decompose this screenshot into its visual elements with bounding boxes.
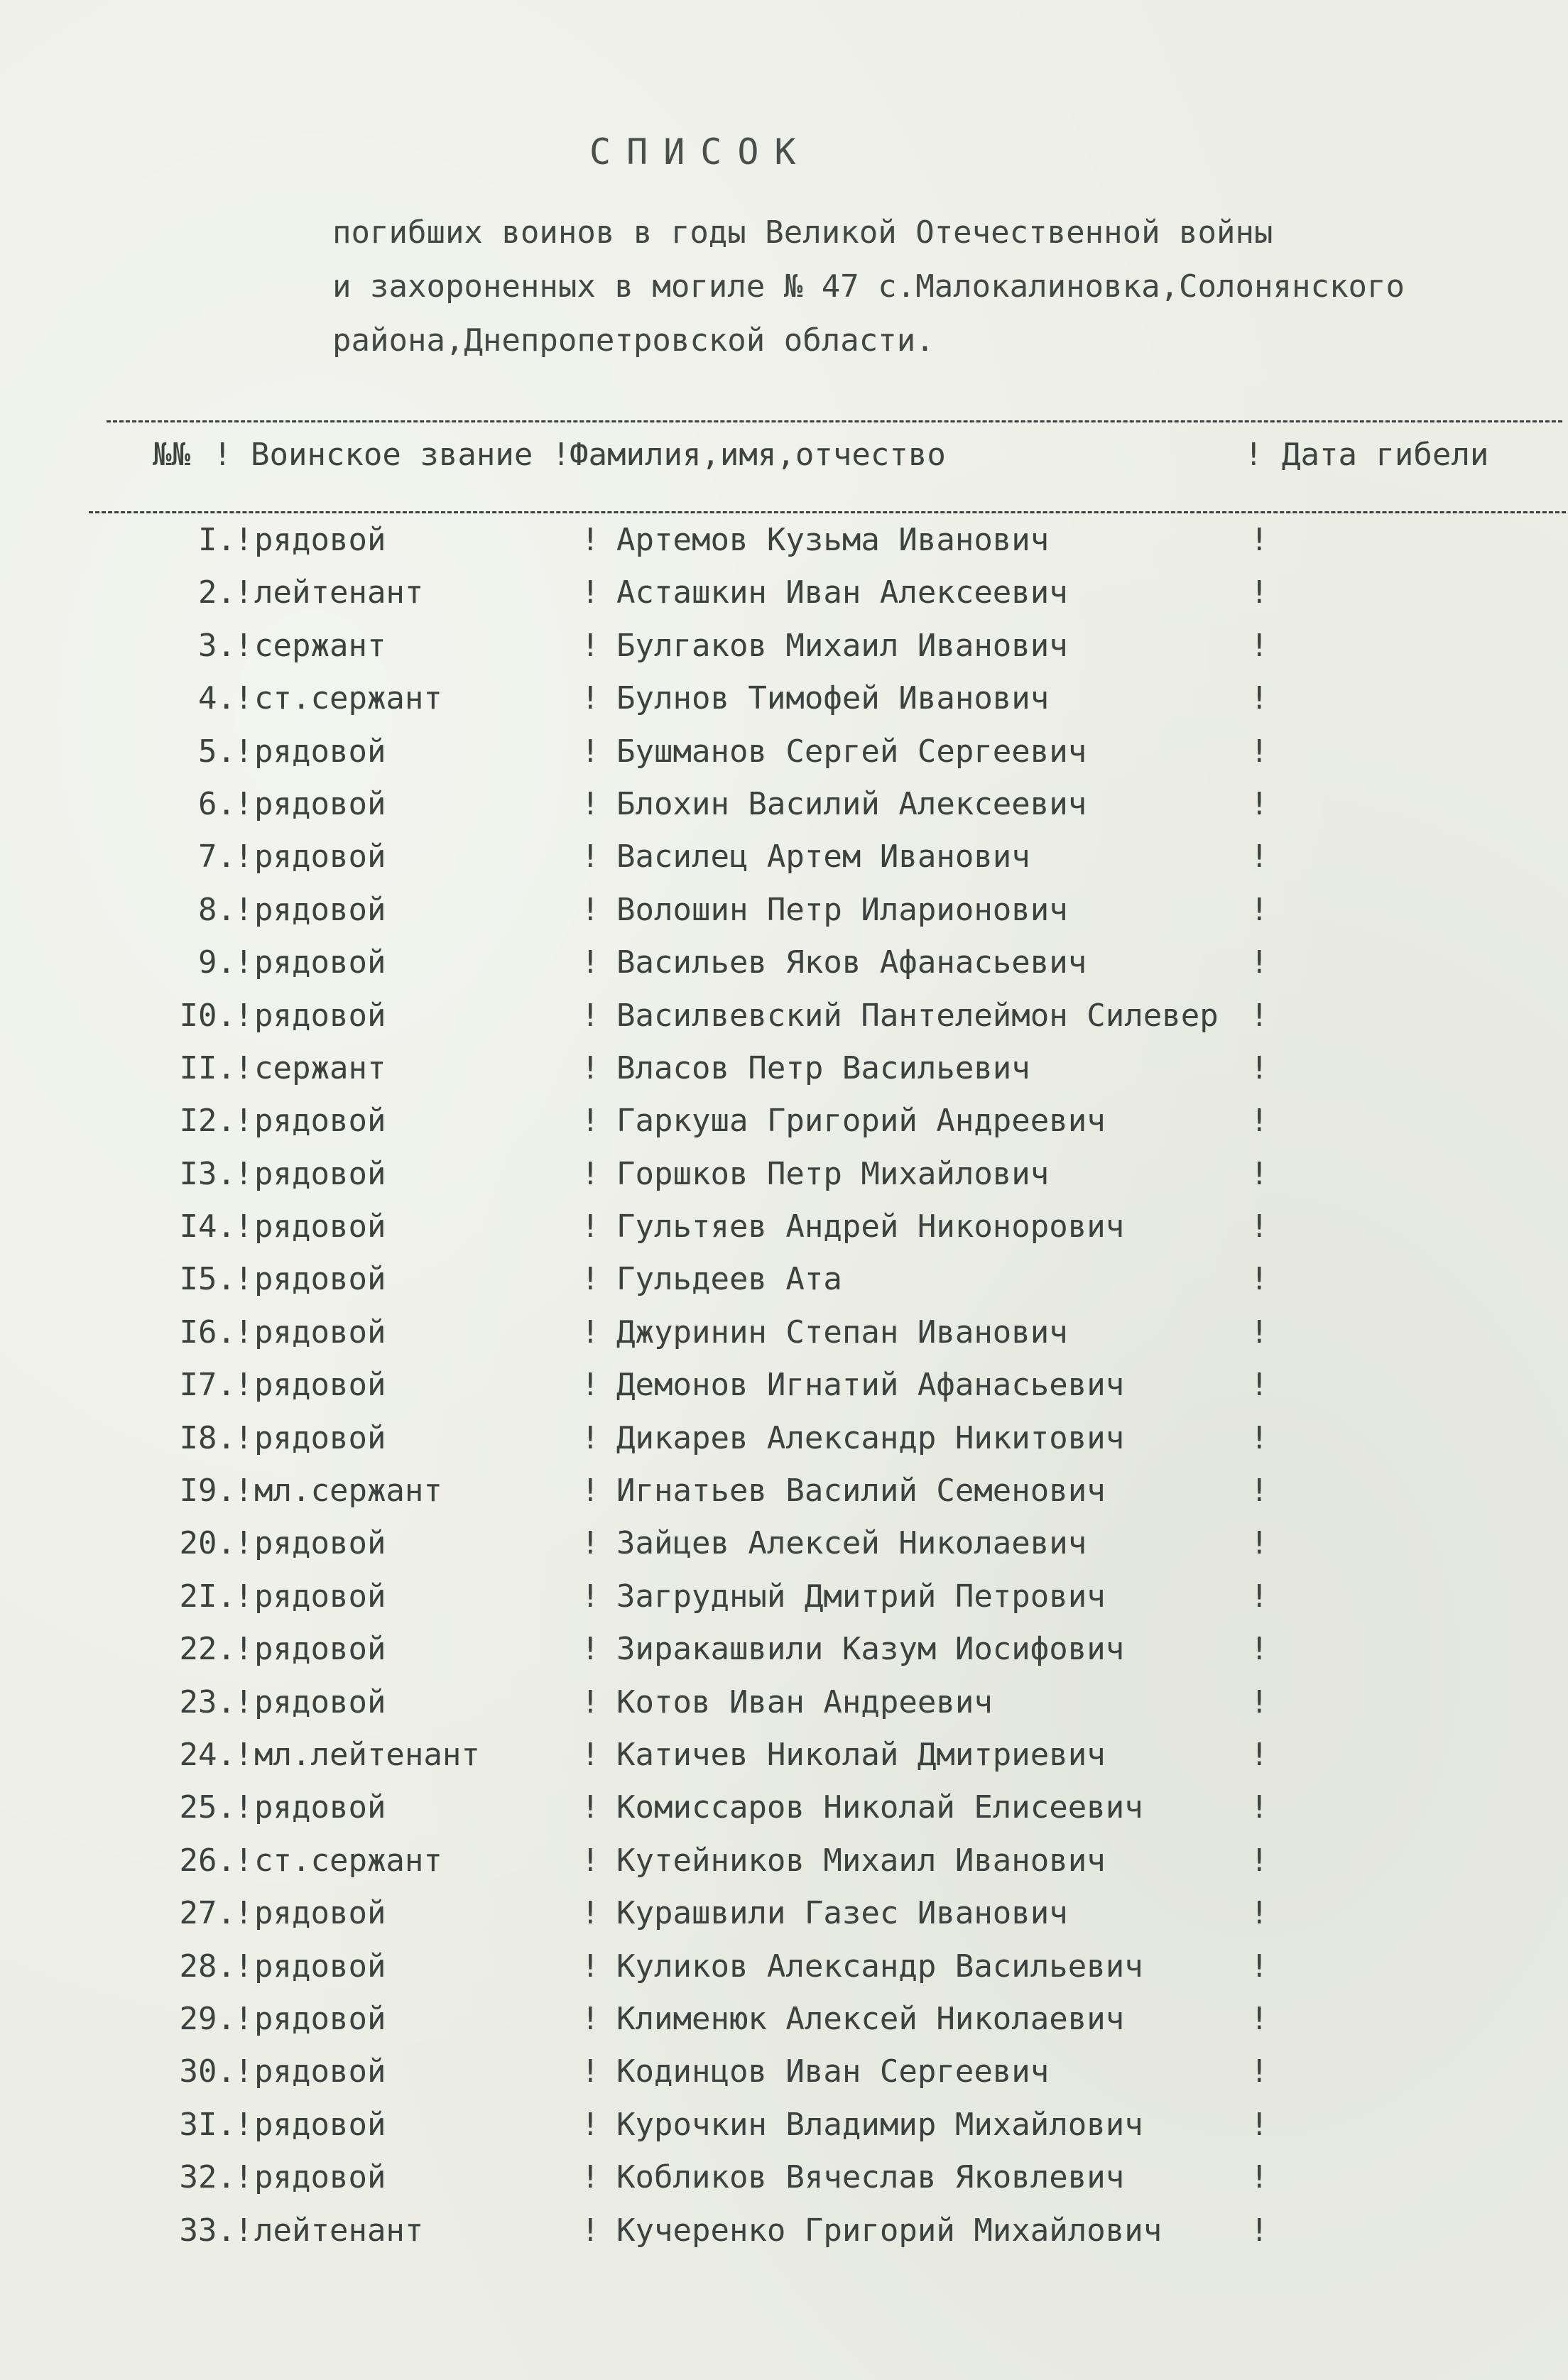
row-name: Блохин Василий Алексеевич [616,785,1087,822]
table-row [0,1208,1568,1261]
row-number: 9. [198,944,236,981]
row-number: 22. [179,1631,236,1668]
row-number: 8. [198,891,236,928]
column-separator: ! [1250,1155,1269,1192]
row-name: Зиракашвили Казум Иосифович [616,1631,1125,1668]
column-separator: ! [1250,627,1269,664]
table-row [0,522,1568,574]
row-number: I0. [179,997,236,1034]
document-title: СПИСОК [589,131,812,173]
row-name: Клименюк Алексей Николаевич [616,2000,1125,2037]
row-number: 3. [198,627,236,664]
column-separator: ! [234,2212,254,2249]
row-number: 2I. [179,1578,236,1615]
row-name: Кучеренко Григорий Михайлович [616,2212,1163,2249]
row-name: Котов Иван Андреевич [616,1683,993,1720]
column-separator: ! [234,1895,254,1932]
row-rank: рядовой [254,522,386,558]
column-separator: ! [1250,1631,1269,1668]
column-separator: ! [581,1578,600,1615]
column-separator: ! [234,1578,254,1615]
row-rank: рядовой [254,997,386,1034]
row-number: 7. [198,839,236,875]
column-separator: ! [234,944,254,981]
column-separator: ! [234,1208,254,1245]
row-rank: лейтенант [254,2212,424,2249]
column-separator: ! [234,2106,254,2143]
row-rank: рядовой [254,1683,386,1720]
row-number: I6. [179,1314,236,1350]
table-row [0,2107,1568,2159]
column-separator: ! [581,627,600,664]
column-separator: ! [581,1473,600,1510]
row-rank: рядовой [254,839,386,875]
column-separator: ! [234,839,254,875]
row-name: Василец Артем Иванович [616,839,1030,875]
column-separator: ! [1250,733,1269,770]
subtitle-line-3: района,Днепропетровской области. [332,322,935,359]
column-separator: ! [234,1683,254,1720]
row-rank: сержант [254,627,386,664]
table-row [0,1367,1568,1419]
table-row [0,1895,1568,1948]
row-rank: ст.сержант [254,680,442,717]
column-separator: ! [234,733,254,770]
column-separator: ! [581,1419,600,1456]
row-rank: рядовой [254,1103,386,1140]
row-name: Кодинцов Иван Сергеевич [616,2053,1050,2090]
row-name: Игнатьев Василий Семенович [616,1473,1106,1510]
row-number: 5. [198,733,236,770]
column-separator: ! [234,1314,254,1350]
column-separator: ! [1250,997,1269,1034]
column-separator: ! [234,1367,254,1404]
table-row [0,1843,1568,1895]
row-rank: сержант [254,1049,386,1086]
column-separator: ! [1250,1208,1269,1245]
column-separator: ! [581,1155,600,1192]
column-separator: ! [581,1103,600,1140]
row-name: Зайцев Алексей Николаевич [616,1525,1087,1562]
column-separator: ! [234,574,254,611]
row-name: Куликов Александр Васильевич [616,1948,1143,1985]
row-name: Горшков Петр Михайлович [616,1155,1050,1192]
row-rank: рядовой [254,1208,386,1245]
table-row [0,733,1568,786]
column-separator: ! [234,680,254,717]
column-separator: ! [1250,1683,1269,1720]
table-row [0,2001,1568,2053]
column-separator: ! [1250,2053,1269,2090]
column-separator: ! [1250,680,1269,717]
row-name: Демонов Игнатий Афанасьевич [616,1367,1125,1404]
row-rank: рядовой [254,2159,386,2196]
row-rank: ст.сержант [254,1842,442,1879]
row-name: Кутейников Михаил Иванович [616,1842,1106,1879]
row-name: Булгаков Михаил Иванович [616,627,1068,664]
column-separator: ! [581,785,600,822]
row-number: I9. [179,1473,236,1510]
column-separator: ! [1250,1314,1269,1350]
row-rank: рядовой [254,2106,386,2143]
row-name: Власов Петр Васильевич [616,1049,1030,1086]
row-name: Гаркуша Григорий Андреевич [616,1103,1106,1140]
table-row [0,1684,1568,1737]
column-separator: ! [581,1895,600,1932]
table-row [0,574,1568,627]
row-number: I5. [179,1261,236,1298]
column-separator: ! [234,997,254,1034]
column-separator: ! [581,522,600,558]
header-rank: ! Воинское звание ! [213,437,571,473]
row-rank: рядовой [254,1155,386,1192]
table-row [0,628,1568,680]
row-rank: рядовой [254,1367,386,1404]
row-name: Комиссаров Николай Елисеевич [616,1789,1143,1826]
column-separator: ! [234,1049,254,1086]
row-number: I2. [179,1103,236,1140]
header-name: Фамилия,имя,отчество [570,437,946,473]
column-separator: ! [581,997,600,1034]
row-name: Артемов Кузьма Иванович [616,522,1050,558]
subtitle-line-2: и захороненных в могиле № 47 с.Малокалиновка,Солонянского [332,268,1405,305]
table-row [0,892,1568,944]
column-separator: ! [234,2000,254,2037]
table-row [0,1737,1568,1789]
column-separator: ! [234,2053,254,2090]
column-separator: ! [234,785,254,822]
row-name: Кобликов Вячеслав Яковлевич [616,2159,1125,2196]
row-number: 26. [179,1842,236,1879]
column-separator: ! [1250,839,1269,875]
column-separator: ! [1250,2212,1269,2249]
row-number: 28. [179,1948,236,1985]
row-rank: мл.лейтенант [254,1736,480,1773]
column-separator: ! [1250,1049,1269,1086]
header-number: №№ [153,437,190,473]
row-rank: рядовой [254,1525,386,1562]
column-separator: ! [1250,1525,1269,1562]
row-rank: лейтенант [254,574,424,611]
column-separator: ! [581,1948,600,1985]
row-rank: рядовой [254,1895,386,1932]
column-separator: ! [581,2000,600,2037]
column-separator: ! [1250,1789,1269,1826]
row-rank: рядовой [254,1419,386,1456]
row-rank: рядовой [254,1631,386,1668]
column-separator: ! [234,1842,254,1879]
row-number: I8. [179,1419,236,1456]
column-separator: ! [581,680,600,717]
column-separator: ! [581,839,600,875]
column-separator: ! [234,1525,254,1562]
row-name: Гультяев Андрей Никонорович [616,1208,1125,1245]
row-name: Дикарев Александр Никитович [616,1419,1125,1456]
row-number: 6. [198,785,236,822]
column-separator: ! [1250,1842,1269,1879]
column-separator: ! [234,1948,254,1985]
row-name: Васильев Яков Афанасьевич [616,944,1087,981]
row-rank: рядовой [254,1948,386,1985]
column-separator: ! [234,891,254,928]
header-date: ! Дата гибели [1244,437,1489,473]
column-separator: ! [234,1736,254,1773]
table-row [0,2053,1568,2106]
row-number: 29. [179,2000,236,2037]
row-name: Волошин Петр Иларионович [616,891,1068,928]
row-name: Курашвили Газес Иванович [616,1895,1068,1932]
row-name: Бушманов Сергей Сергеевич [616,733,1087,770]
row-name: Булнов Тимофей Иванович [616,680,1050,717]
subtitle-line-1: погибших воинов в годы Великой Отечественной войны [332,214,1273,251]
row-number: 20. [179,1525,236,1562]
column-separator: ! [234,1789,254,1826]
column-separator: ! [581,1683,600,1720]
column-separator: ! [581,1049,600,1086]
column-separator: ! [581,574,600,611]
row-rank: рядовой [254,944,386,981]
column-separator: ! [234,1103,254,1140]
row-name: Курочкин Владимир Михайлович [616,2106,1143,2143]
table-row [0,2212,1568,2265]
row-number: I7. [179,1367,236,1404]
table-row [0,1948,1568,2001]
column-separator: ! [581,2212,600,2249]
row-name: Джуринин Степан Иванович [616,1314,1068,1350]
table-row [0,2159,1568,2212]
row-number: II. [179,1049,236,1086]
column-separator: ! [581,2053,600,2090]
column-separator: ! [234,1155,254,1192]
column-separator: ! [581,733,600,770]
header-top-rule [107,420,1562,422]
column-separator: ! [581,1789,600,1826]
row-number: 2. [198,574,236,611]
column-separator: ! [581,944,600,981]
document-subtitle [332,206,1405,368]
table-row [0,1631,1568,1683]
column-separator: ! [581,1208,600,1245]
column-separator: ! [234,1473,254,1510]
casualty-list [0,522,1568,2265]
column-separator: ! [581,1261,600,1298]
column-separator: ! [581,1736,600,1773]
column-separator: ! [581,2159,600,2196]
row-number: 27. [179,1895,236,1932]
column-separator: ! [581,1631,600,1668]
column-separator: ! [1250,1103,1269,1140]
row-number: 25. [179,1789,236,1826]
column-separator: ! [1250,944,1269,981]
table-row [0,680,1568,733]
row-rank: рядовой [254,2053,386,2090]
column-separator: ! [581,1367,600,1404]
column-separator: ! [234,1261,254,1298]
column-separator: ! [581,1842,600,1879]
row-number: 33. [179,2212,236,2249]
row-name: Загрудный Дмитрий Петрович [616,1578,1106,1615]
row-number: 4. [198,680,236,717]
column-separator: ! [581,891,600,928]
column-separator: ! [1250,2000,1269,2037]
row-rank: рядовой [254,1261,386,1298]
row-number: I3. [179,1155,236,1192]
row-rank: рядовой [254,2000,386,2037]
table-row [0,1420,1568,1473]
row-rank: рядовой [254,1789,386,1826]
column-separator: ! [1250,1948,1269,1985]
row-name: Асташкин Иван Алексеевич [616,574,1068,611]
column-separator: ! [1250,522,1269,558]
table-row [0,1473,1568,1525]
row-rank: рядовой [254,891,386,928]
column-separator: ! [234,2159,254,2196]
column-separator: ! [1250,785,1269,822]
column-separator: ! [1250,2159,1269,2196]
table-row [0,1789,1568,1842]
table-row [0,998,1568,1050]
table-row [0,1156,1568,1208]
row-rank: мл.сержант [254,1473,442,1510]
column-separator: ! [234,1631,254,1668]
row-name: Катичев Николай Дмитриевич [616,1736,1106,1773]
column-separator: ! [234,627,254,664]
row-rank: рядовой [254,733,386,770]
row-number: 30. [179,2053,236,2090]
column-separator: ! [581,2106,600,2143]
table-row [0,1525,1568,1578]
column-separator: ! [1250,1367,1269,1404]
column-separator: ! [1250,1895,1269,1932]
table-row [0,944,1568,997]
table-row [0,1314,1568,1367]
column-separator: ! [1250,1261,1269,1298]
row-number: 3I. [179,2106,236,2143]
column-separator: ! [234,1419,254,1456]
column-separator: ! [1250,2106,1269,2143]
table-row [0,1103,1568,1155]
column-separator: ! [1250,1473,1269,1510]
column-separator: ! [234,522,254,558]
column-separator: ! [581,1314,600,1350]
row-rank: рядовой [254,785,386,822]
table-row [0,1261,1568,1314]
table-row [0,839,1568,891]
column-separator: ! [581,1525,600,1562]
column-separator: ! [1250,1419,1269,1456]
row-name: Василвевский Пантелеймон Силевер [616,997,1219,1034]
column-separator: ! [1250,574,1269,611]
table-row [0,786,1568,839]
table-row [0,1050,1568,1103]
row-name: Гульдеев Ата [616,1261,842,1298]
row-number: 24. [179,1736,236,1773]
header-bottom-rule [89,511,1566,513]
row-number: I4. [179,1208,236,1245]
row-rank: рядовой [254,1314,386,1350]
row-number: 23. [179,1683,236,1720]
column-separator: ! [1250,1578,1269,1615]
row-number: I. [198,522,236,558]
table-row [0,1578,1568,1631]
row-rank: рядовой [254,1578,386,1615]
column-separator: ! [1250,1736,1269,1773]
column-separator: ! [1250,891,1269,928]
row-number: 32. [179,2159,236,2196]
